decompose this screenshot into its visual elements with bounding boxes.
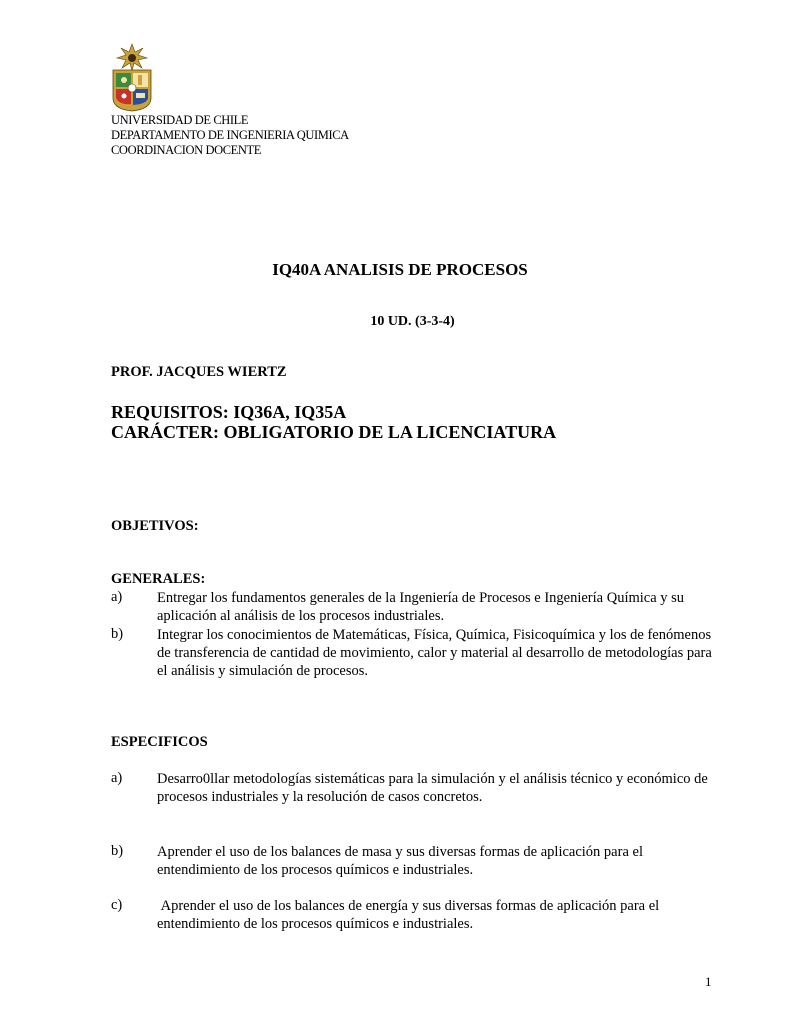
specific-item-text: Aprender el uso de los balances de masa y sus diversas formas de aplicación para el entendimiento de los procesos químicos e industriales. [157, 844, 643, 878]
specific-item-label: c) [111, 897, 123, 913]
university-crest-logo [110, 42, 154, 112]
requirements: REQUISITOS: IQ36A, IQ35A [111, 402, 347, 422]
general-objectives-heading: GENERALES: [111, 571, 206, 587]
specific-item-text: Aprender el uso de los balances de energía y sus diversas formas de aplicación para el entendimiento de los procesos químicos e industriales. [157, 898, 663, 932]
header-coordination: COORDINACION DOCENTE [111, 143, 261, 157]
header-university: UNIVERSIDAD DE CHILE [111, 113, 249, 127]
page-number: 1 [705, 974, 712, 989]
objectives-heading: OBJETIVOS: [111, 518, 199, 534]
specific-item-label: b) [111, 843, 124, 859]
header-department: DEPARTAMENTO DE INGENIERIA QUIMICA [111, 128, 349, 142]
course-character: CARÁCTER: OBLIGATORIO DE LA LICENCIATURA [111, 422, 557, 442]
general-item-text: Entregar los fundamentos generales de la Ingeniería de Procesos e Ingeniería Química y su aplicación al análisis de los procesos industriales. [157, 590, 685, 624]
general-item-label: a) [111, 589, 123, 605]
course-title: IQ40A ANALISIS DE PROCESOS [272, 260, 528, 279]
specific-objectives-heading: ESPECIFICOS [111, 734, 208, 750]
course-units: 10 UD. (3-3-4) [370, 314, 455, 329]
specific-item-text: Desarro0llar metodologías sistemáticas para la simulación y el análisis técnico y económico de procesos industriales y la resolución de casos concretos. [157, 771, 708, 805]
professor-name: PROF. JACQUES WIERTZ [111, 364, 287, 380]
general-item-text: Integrar los conocimientos de Matemáticas, Física, Química, Fisicoquímica y los de fenómenos de transferencia de cantidad de movimiento, calor y material al desarrollo de metodologías para el análisis y simulación de procesos. [157, 627, 712, 679]
crest-shield [113, 70, 151, 111]
specific-item-label: a) [111, 770, 123, 786]
crest-star [117, 44, 147, 71]
general-item-label: b) [111, 626, 124, 642]
